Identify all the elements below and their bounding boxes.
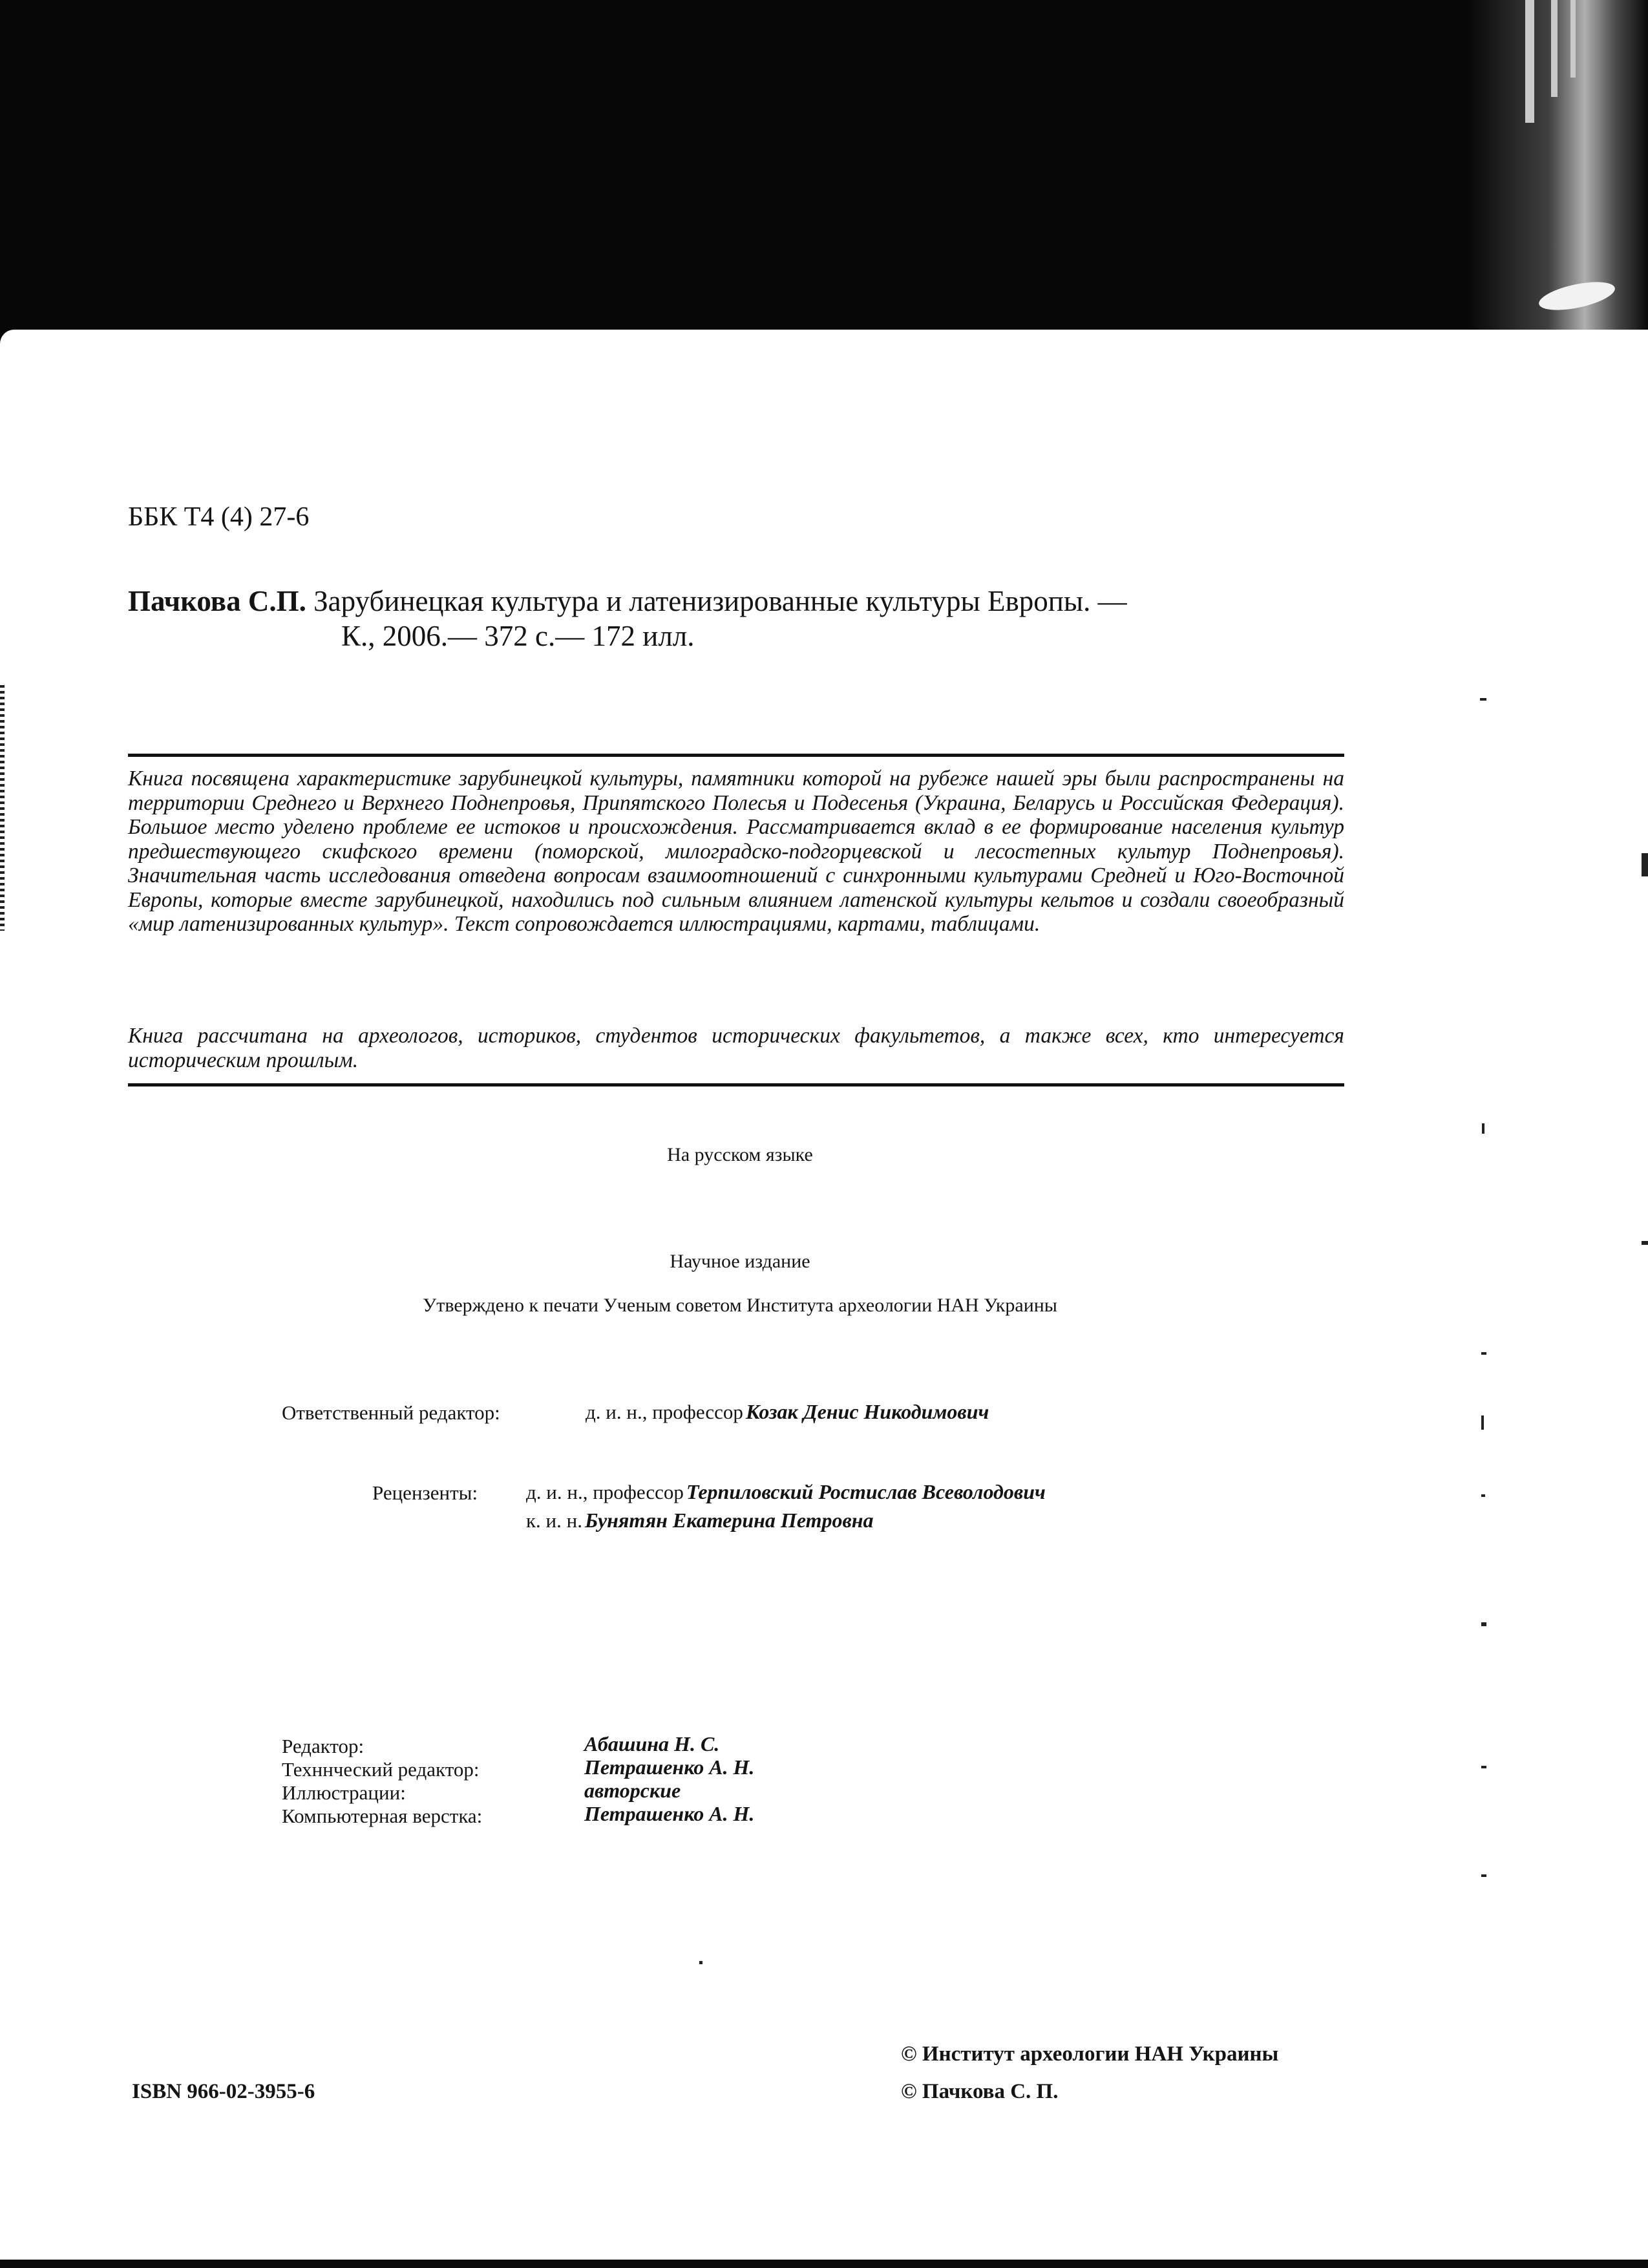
scan-speck: [1642, 1241, 1648, 1245]
approval-note: Утверждено к печати Ученым советом Института археологии НАН Украины: [423, 1295, 1057, 1316]
scan-speck: [1481, 1766, 1486, 1768]
credit-value: авторские: [584, 1779, 681, 1802]
top-rule: [128, 754, 1344, 757]
credit-label: Техннческий редактор:: [282, 1758, 480, 1781]
credit-value: Петрашенко А. Н.: [584, 1755, 755, 1779]
scan-bottom-edge: [0, 2260, 1648, 2268]
isbn: ISBN 966-02-3955-6: [132, 2080, 315, 2103]
copyright-institute: © Институт археологии НАН Украины: [901, 2042, 1279, 2066]
annotation-text: Книга посвящена характеристике зарубинецкой культуры, памятники которой на рубеже нашей эры были распространены на территории Среднего и Верхнего Поднепровья, Припятского Полесья и Подесенья (Украина, Беларусь и Российская Федерация). Большое место уделено проблеме ее истоков и происхождения. Рассматривается вклад в ее формирование населения культур предшествующего скифского времени (поморской, милоградско-подгорцевской и лесостепных культур Поднепровья). Значительная часть исследования отведена вопросам взаимоотношений с синхронными культурами Средней и Юго-Восточной Европы, которые вместе зарубинецкой, находились под сильным влиянием латенской культуры кельтов и создали своеобразный «мир латенизированных культур». Текст сопровождается иллюстрациями, картами, таблицами.: [128, 767, 1344, 936]
edition-type: Научное издание: [670, 1251, 810, 1272]
bbk-code: ББК Т4 (4) 27-6: [128, 502, 310, 532]
imprint: К., 2006.— 372 с.— 172 илл.: [341, 620, 695, 652]
credit-label: Редактор:: [282, 1735, 364, 1757]
author-name: Пачкова С.П.: [128, 585, 306, 617]
scan-speck: [1481, 1874, 1486, 1877]
scan-dark-background: [0, 0, 1648, 362]
credit-value: Абашина Н. С.: [584, 1732, 720, 1755]
responsible-editor: [586, 1400, 989, 1424]
book-title: Зарубинецкая культура и латенизированные культуры Европы. —: [313, 585, 1127, 617]
scan-speck: [1482, 1123, 1484, 1134]
bottom-rule: [128, 1083, 1344, 1086]
scan-speck: [1481, 1494, 1485, 1497]
reviewer-title: к. и. н.: [526, 1509, 582, 1532]
credit-label: Иллюстрации:: [282, 1781, 406, 1804]
scan-speck: [1642, 853, 1648, 876]
scan-speck: [1481, 1622, 1486, 1626]
copyright-author: © Пачкова С. П.: [901, 2080, 1059, 2103]
scan-speck: [699, 1961, 703, 1964]
reviewer: [526, 1480, 1046, 1504]
scan-speck: [1480, 698, 1486, 701]
glare-stripe: [1551, 0, 1558, 97]
reviewer-name: Бунятян Екатерина Петровна: [585, 1509, 874, 1532]
scan-speck: [1481, 1415, 1484, 1430]
audience-text: Книга рассчитана на археологов, историков, студентов исторических факультетов, а также всех, кто интересуется историческим прошлым.: [128, 1024, 1344, 1072]
reviewers-label: Рецензенты:: [372, 1481, 478, 1504]
glare-stripe: [1525, 0, 1534, 123]
responsible-editor-label: Ответственный редактор:: [282, 1401, 500, 1424]
responsible-editor-name: Козак Денис Никодимович: [745, 1400, 989, 1423]
reviewer-name: Терпиловский Ростислав Всеволодович: [686, 1480, 1046, 1503]
reviewer: [526, 1509, 874, 1532]
credit-value: Петрашенко А. Н.: [584, 1802, 755, 1825]
responsible-editor-title: д. и. н., профессор: [586, 1401, 743, 1423]
bibliographic-title-line: [128, 584, 1127, 618]
reviewer-title: д. и. н., профессор: [526, 1481, 684, 1503]
glare-stripe: [1570, 0, 1576, 78]
binding-edge-marks: [0, 685, 5, 931]
credit-label: Компьютерная верстка:: [282, 1805, 483, 1827]
language-note: На русском языке: [667, 1144, 813, 1165]
scan-speck: [1481, 1352, 1486, 1355]
